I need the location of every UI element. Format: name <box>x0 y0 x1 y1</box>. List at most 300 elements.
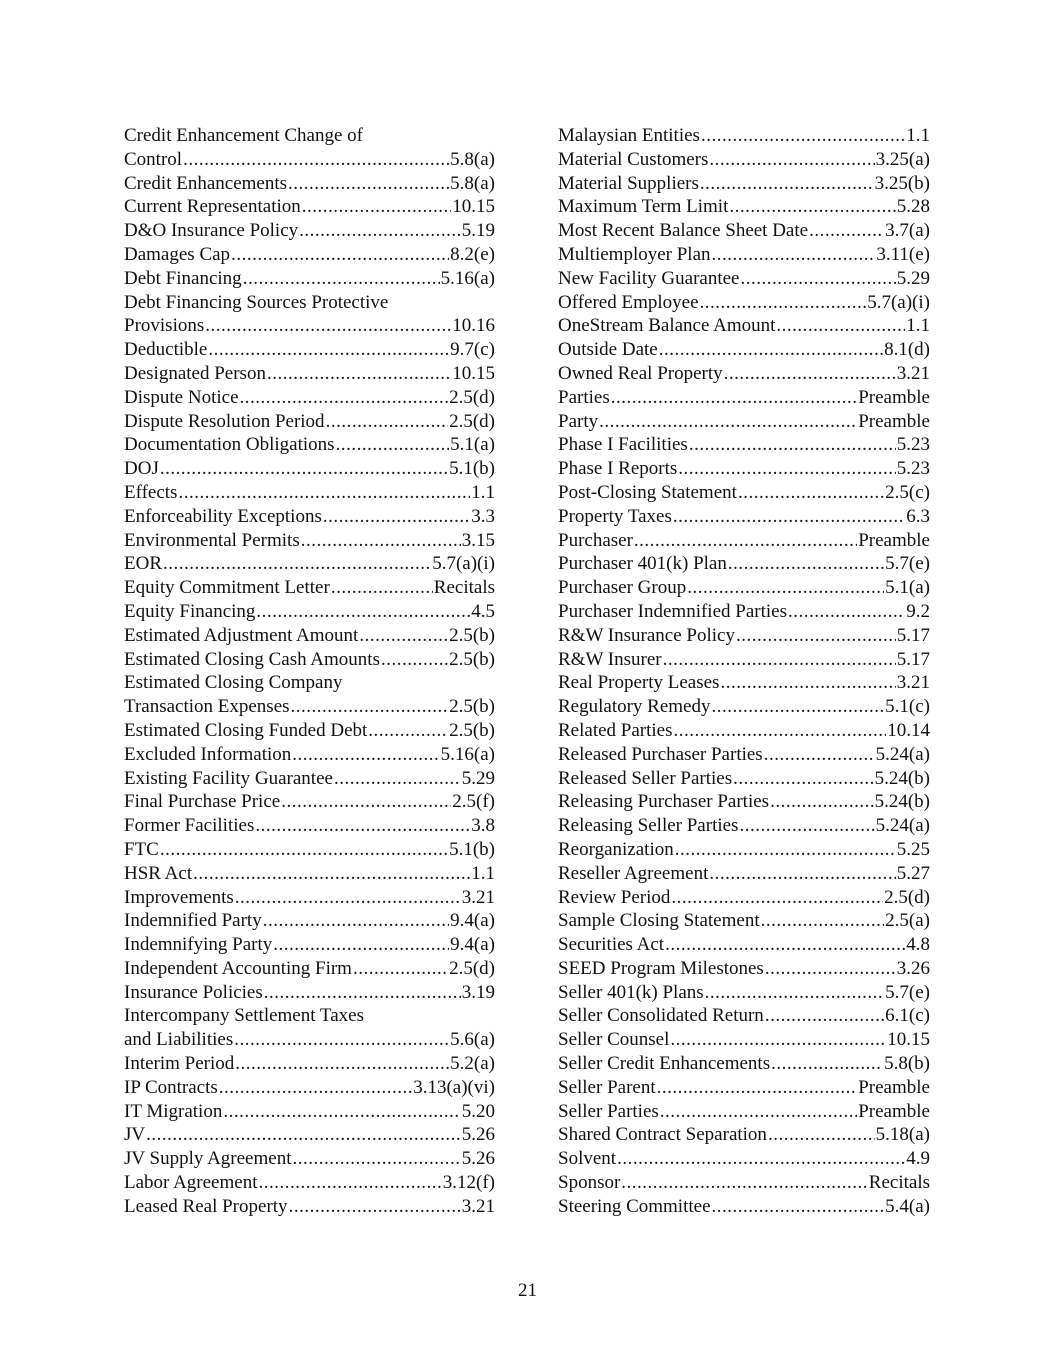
index-term: Leased Real Property <box>124 1195 288 1217</box>
index-section-ref: 2.5(b) <box>449 648 495 670</box>
dot-leader <box>240 386 449 410</box>
index-term: Maximum Term Limit <box>558 196 729 218</box>
index-term: Estimated Closing Company <box>124 672 343 694</box>
dot-leader <box>323 505 470 529</box>
index-entry <box>124 219 495 243</box>
dot-leader <box>659 338 883 362</box>
index-section-ref: 3.25(b) <box>874 172 930 194</box>
index-term: Excluded Information <box>124 743 292 765</box>
index-section-ref: 3.19 <box>461 981 495 1003</box>
index-entry <box>124 767 495 791</box>
index-section-ref: 5.18(a) <box>875 1124 930 1146</box>
dot-leader <box>665 933 905 957</box>
index-term: Sponsor <box>558 1172 621 1194</box>
dot-leader <box>146 1123 461 1147</box>
index-section-ref: 5.8(b) <box>884 1053 930 1075</box>
index-section-ref: 5.7(e) <box>885 553 930 575</box>
index-entry <box>558 505 930 529</box>
dot-leader <box>334 767 461 791</box>
index-column-left <box>124 124 495 1219</box>
index-term: Seller Consolidated Return <box>558 1005 764 1027</box>
index-entry <box>124 1004 495 1028</box>
index-section-ref: 4.9 <box>906 1148 930 1170</box>
dot-leader <box>724 362 896 386</box>
dot-leader <box>219 1076 412 1100</box>
dot-leader <box>359 624 448 648</box>
index-term: HSR Act <box>124 862 193 884</box>
index-section-ref: 3.26 <box>896 957 930 979</box>
dot-leader <box>764 743 875 767</box>
dot-leader <box>381 648 448 672</box>
index-entry <box>558 243 930 267</box>
index-section-ref: Preamble <box>858 529 930 551</box>
dot-leader <box>709 148 874 172</box>
index-section-ref: 5.26 <box>461 1124 495 1146</box>
index-term: Estimated Closing Cash Amounts <box>124 648 380 670</box>
index-section-ref: 10.15 <box>452 362 495 384</box>
index-term: Real Property Leases <box>558 672 720 694</box>
index-entry <box>124 243 495 267</box>
index-section-ref: 5.28 <box>896 196 930 218</box>
index-section-ref: 5.19 <box>461 220 495 242</box>
index-entry <box>558 314 930 338</box>
index-section-ref: 5.8(a) <box>450 148 495 170</box>
index-section-ref: 5.7(a)(i) <box>432 553 495 575</box>
index-section-ref: 4.8 <box>906 934 930 956</box>
index-section-ref: 5.24(b) <box>874 767 930 789</box>
index-term: Related Parties <box>558 719 673 741</box>
dot-leader <box>712 1195 885 1219</box>
index-term: Multiemployer Plan <box>558 243 711 265</box>
dot-leader <box>701 124 905 148</box>
index-entry <box>124 600 495 624</box>
index-entry <box>558 838 930 862</box>
dot-leader <box>768 1123 875 1147</box>
dot-leader <box>709 862 895 886</box>
index-term: Effects <box>124 481 178 503</box>
index-term: Equity Commitment Letter <box>124 577 330 599</box>
index-section-ref: 5.17 <box>896 624 930 646</box>
index-term: D&O Insurance Policy <box>124 220 299 242</box>
index-section-ref: 5.7(a)(i) <box>867 291 930 313</box>
index-term: Seller Credit Enhancements <box>558 1053 771 1075</box>
index-section-ref: 3.21 <box>896 672 930 694</box>
dot-leader <box>657 1076 858 1100</box>
dot-leader <box>720 671 895 695</box>
index-section-ref: 10.14 <box>887 719 930 741</box>
dot-leader <box>281 790 451 814</box>
index-term: Material Customers <box>558 148 709 170</box>
dot-leader <box>258 1171 441 1195</box>
index-term: IT Migration <box>124 1100 223 1122</box>
dot-leader <box>243 267 440 291</box>
index-entry <box>124 505 495 529</box>
index-section-ref: 3.21 <box>461 1195 495 1217</box>
dot-leader <box>740 267 895 291</box>
dot-leader <box>291 695 449 719</box>
dot-leader <box>255 814 470 838</box>
index-entry <box>124 386 495 410</box>
index-term: Releasing Seller Parties <box>558 815 739 837</box>
index-entry <box>124 695 495 719</box>
index-entry <box>124 790 495 814</box>
dot-leader <box>234 1028 449 1052</box>
index-section-ref: 5.29 <box>896 267 930 289</box>
index-section-ref: Recitals <box>433 577 495 599</box>
index-term: Indemnifying Party <box>124 934 273 956</box>
index-entry <box>558 743 930 767</box>
index-entry <box>124 457 495 481</box>
index-section-ref: Preamble <box>858 1100 930 1122</box>
index-section-ref: 2.5(c) <box>885 481 930 503</box>
index-section-ref: 10.15 <box>452 196 495 218</box>
index-entry <box>558 814 930 838</box>
index-term: Malaysian Entities <box>558 125 700 146</box>
index-term: and Liabilities <box>124 1029 234 1051</box>
dot-leader <box>728 552 884 576</box>
dot-leader <box>273 933 449 957</box>
index-section-ref: 5.24(a) <box>875 815 930 837</box>
index-term: Deductible <box>124 339 208 361</box>
index-entry <box>124 576 495 600</box>
index-section-ref: 5.23 <box>896 458 930 480</box>
index-term: Improvements <box>124 886 234 908</box>
index-term: Parties <box>558 386 610 408</box>
index-entry <box>558 1076 930 1100</box>
index-term: Post-Closing Statement <box>558 481 737 503</box>
index-term: Damages Cap <box>124 243 231 265</box>
index-section-ref: 5.26 <box>461 1148 495 1170</box>
dot-leader <box>770 790 874 814</box>
index-term: Purchaser 401(k) Plan <box>558 553 727 575</box>
index-term: Purchaser <box>558 529 633 551</box>
index-entry <box>124 814 495 838</box>
index-section-ref: 2.5(b) <box>449 696 495 718</box>
index-section-ref: Preamble <box>858 410 930 432</box>
dot-leader <box>733 767 873 791</box>
dot-leader <box>738 481 884 505</box>
index-term: Steering Committee <box>558 1195 711 1217</box>
index-term: Material Suppliers <box>558 172 699 194</box>
index-term: Insurance Policies <box>124 981 263 1003</box>
index-entry <box>124 172 495 196</box>
index-section-ref: 3.13(a)(vi) <box>413 1076 495 1098</box>
index-entry <box>558 671 930 695</box>
index-entry <box>558 1147 930 1171</box>
dot-leader <box>663 648 896 672</box>
index-entry <box>124 1076 495 1100</box>
dot-leader <box>235 886 461 910</box>
dot-leader <box>205 314 451 338</box>
index-section-ref: Preamble <box>858 386 930 408</box>
index-term: Current Representation <box>124 196 301 218</box>
index-term: Documentation Obligations <box>124 434 335 456</box>
dot-leader <box>331 576 433 600</box>
index-entry <box>558 195 930 219</box>
index-entry <box>558 1123 930 1147</box>
index-term: Final Purchase Price <box>124 791 281 813</box>
index-term: SEED Program Milestones <box>558 957 764 979</box>
index-entry <box>124 1171 495 1195</box>
index-section-ref: 6.1(c) <box>885 1005 930 1027</box>
index-term: Dispute Resolution Period <box>124 410 325 432</box>
index-term: Independent Accounting Firm <box>124 957 352 979</box>
index-section-ref: 5.23 <box>896 434 930 456</box>
index-section-ref: 2.5(f) <box>452 791 495 813</box>
index-section-ref: 5.25 <box>896 838 930 860</box>
index-section-ref: 8.1(d) <box>884 339 930 361</box>
index-entry <box>558 981 930 1005</box>
dot-leader <box>223 1100 460 1124</box>
index-term: IP Contracts <box>124 1076 218 1098</box>
dot-leader <box>256 600 470 624</box>
index-term: Enforceability Exceptions <box>124 505 322 527</box>
index-entry <box>558 909 930 933</box>
index-term: Reseller Agreement <box>558 862 709 884</box>
dot-leader <box>671 886 883 910</box>
index-section-ref: 5.4(a) <box>885 1195 930 1217</box>
dot-leader <box>809 219 884 243</box>
index-section-ref: 9.4(a) <box>450 934 495 956</box>
index-entry <box>124 124 495 148</box>
dot-leader <box>353 957 448 981</box>
index-entry <box>558 1028 930 1052</box>
index-section-ref: 5.6(a) <box>450 1029 495 1051</box>
index-entry <box>124 1147 495 1171</box>
dot-leader <box>675 838 896 862</box>
index-term: Party <box>558 410 599 432</box>
index-entry <box>558 886 930 910</box>
dot-leader <box>634 529 857 553</box>
index-term: Intercompany Settlement Taxes <box>124 1005 364 1027</box>
dot-leader <box>712 695 885 719</box>
index-section-ref: 5.8(a) <box>450 172 495 194</box>
index-term: Existing Facility Guarantee <box>124 767 333 789</box>
index-term: Purchaser Group <box>558 577 687 599</box>
index-term: Securities Act <box>558 934 665 956</box>
index-entry <box>124 1028 495 1052</box>
dot-leader <box>267 362 451 386</box>
index-term: FTC <box>124 838 159 860</box>
dot-leader <box>288 172 449 196</box>
index-entry <box>124 267 495 291</box>
index-section-ref: Recitals <box>868 1172 930 1194</box>
index-entry <box>124 624 495 648</box>
index-section-ref: 2.5(d) <box>884 886 930 908</box>
index-section-ref: 5.24(a) <box>875 743 930 765</box>
index-term: Reorganization <box>558 838 674 860</box>
index-entry <box>558 576 930 600</box>
index-term: EOR <box>124 553 162 575</box>
dot-leader <box>700 291 867 315</box>
index-section-ref: 3.3 <box>471 505 495 527</box>
index-term: Interim Period <box>124 1053 235 1075</box>
dot-leader <box>689 433 896 457</box>
index-section-ref: 5.24(b) <box>874 791 930 813</box>
index-section-ref: 2.5(b) <box>449 624 495 646</box>
dot-leader <box>673 505 905 529</box>
index-entry <box>124 862 495 886</box>
index-section-ref: 5.29 <box>461 767 495 789</box>
dot-leader <box>326 410 449 434</box>
index-entry <box>558 410 930 434</box>
index-section-ref: 5.17 <box>896 648 930 670</box>
index-entry <box>558 433 930 457</box>
dot-leader <box>299 219 461 243</box>
index-section-ref: 3.11(e) <box>876 243 930 265</box>
dot-leader <box>700 172 874 196</box>
index-entry <box>124 1123 495 1147</box>
index-entry <box>558 719 930 743</box>
index-entry <box>124 481 495 505</box>
index-entry <box>558 552 930 576</box>
index-term: Former Facilities <box>124 815 255 837</box>
index-entry <box>558 1004 930 1028</box>
index-term: Control <box>124 148 183 170</box>
index-term: JV <box>124 1124 146 1146</box>
dot-leader <box>729 195 895 219</box>
page-number: 21 <box>518 1280 537 1301</box>
index-term: Phase I Facilities <box>558 434 688 456</box>
dot-leader <box>736 624 896 648</box>
index-section-ref: 9.7(c) <box>450 339 495 361</box>
index-entry <box>124 314 495 338</box>
index-term: Outside Date <box>558 339 658 361</box>
index-entry <box>124 291 495 315</box>
index-term: Released Seller Parties <box>558 767 733 789</box>
index-entry <box>558 600 930 624</box>
index-entry <box>124 410 495 434</box>
index-entry <box>558 291 930 315</box>
index-term: DOJ <box>124 458 159 480</box>
index-entry <box>558 1052 930 1076</box>
index-term: Environmental Permits <box>124 529 300 551</box>
index-section-ref: 5.1(a) <box>885 577 930 599</box>
dot-leader <box>292 743 439 767</box>
index-term: Estimated Adjustment Amount <box>124 624 359 646</box>
index-term: Released Purchaser Parties <box>558 743 763 765</box>
dot-leader <box>160 838 448 862</box>
dot-leader <box>208 338 449 362</box>
index-term: Seller Counsel <box>558 1029 670 1051</box>
index-entry <box>558 1100 930 1124</box>
dot-leader <box>761 909 885 933</box>
index-term: Indemnified Party <box>124 910 262 932</box>
index-section-ref: 5.1(b) <box>449 838 495 860</box>
index-entry <box>558 624 930 648</box>
index-section-ref: 10.16 <box>452 315 495 337</box>
index-term: Labor Agreement <box>124 1172 258 1194</box>
index-section-ref: 5.1(b) <box>449 458 495 480</box>
index-entry <box>124 933 495 957</box>
index-section-ref: 5.1(a) <box>450 434 495 456</box>
index-section-ref: 2.5(b) <box>449 719 495 741</box>
index-term: Seller Parties <box>558 1100 659 1122</box>
index-term: Dispute Notice <box>124 386 239 408</box>
dot-leader <box>670 1028 886 1052</box>
index-entry <box>558 457 930 481</box>
index-entry <box>124 648 495 672</box>
dot-leader <box>788 600 905 624</box>
dot-leader <box>163 552 431 576</box>
index-entry <box>124 338 495 362</box>
index-entry <box>124 195 495 219</box>
index-section-ref: 3.25(a) <box>875 148 930 170</box>
dot-leader <box>617 1147 905 1171</box>
index-section-ref: 8.2(e) <box>450 243 495 265</box>
dot-leader <box>263 909 449 933</box>
index-section-ref: 3.7(a) <box>885 220 930 242</box>
index-entry <box>558 957 930 981</box>
index-entry <box>124 838 495 862</box>
index-section-ref: 5.1(c) <box>885 696 930 718</box>
index-entry <box>124 671 495 695</box>
index-term: R&W Insurer <box>558 648 662 670</box>
index-entry <box>558 267 930 291</box>
index-term: Owned Real Property <box>558 362 723 384</box>
dot-leader <box>678 457 895 481</box>
index-entry <box>558 1171 930 1195</box>
index-section-ref: 3.15 <box>461 529 495 551</box>
index-section-ref: 3.12(f) <box>442 1172 495 1194</box>
index-entry <box>558 1195 930 1219</box>
index-entry <box>558 695 930 719</box>
index-entry <box>124 909 495 933</box>
index-term: Credit Enhancement Change of <box>124 125 364 146</box>
index-entry <box>558 148 930 172</box>
index-section-ref: 5.7(e) <box>885 981 930 1003</box>
index-section-ref: 9.2 <box>906 600 930 622</box>
index-term: Sample Closing Statement <box>558 910 760 932</box>
index-section-ref: 6.3 <box>906 505 930 527</box>
index-term: Purchaser Indemnified Parties <box>558 600 787 622</box>
index-term: Debt Financing <box>124 267 242 289</box>
dot-leader <box>621 1171 868 1195</box>
index-entry <box>558 172 930 196</box>
index-section-ref: 2.5(d) <box>449 410 495 432</box>
index-entry <box>124 1195 495 1219</box>
index-section-ref: 3.8 <box>471 815 495 837</box>
index-entry <box>124 1052 495 1076</box>
dot-leader <box>368 719 448 743</box>
dot-leader <box>336 433 450 457</box>
dot-leader <box>687 576 884 600</box>
dot-leader <box>292 1147 460 1171</box>
index-section-ref: 10.15 <box>887 1029 930 1051</box>
index-term: Equity Financing <box>124 600 256 622</box>
dot-leader <box>611 386 858 410</box>
index-term: Debt Financing Sources Protective <box>124 291 389 313</box>
dot-leader <box>705 981 885 1005</box>
index-term: R&W Insurance Policy <box>558 624 735 646</box>
index-entry <box>558 124 930 148</box>
index-section-ref: 5.27 <box>896 862 930 884</box>
index-section-ref: 5.16(a) <box>440 743 495 765</box>
index-section-ref: 5.2(a) <box>450 1053 495 1075</box>
index-section-ref: 5.16(a) <box>440 267 495 289</box>
dot-leader <box>599 410 857 434</box>
index-entry <box>558 933 930 957</box>
index-term: New Facility Guarantee <box>558 267 740 289</box>
index-column-right <box>558 124 930 1219</box>
dot-leader <box>674 719 887 743</box>
index-section-ref: 9.4(a) <box>450 910 495 932</box>
dot-leader <box>289 1195 461 1219</box>
index-entry <box>124 1100 495 1124</box>
index-term: Phase I Reports <box>558 458 678 480</box>
index-entry <box>558 481 930 505</box>
index-section-ref: 1.1 <box>906 125 930 146</box>
